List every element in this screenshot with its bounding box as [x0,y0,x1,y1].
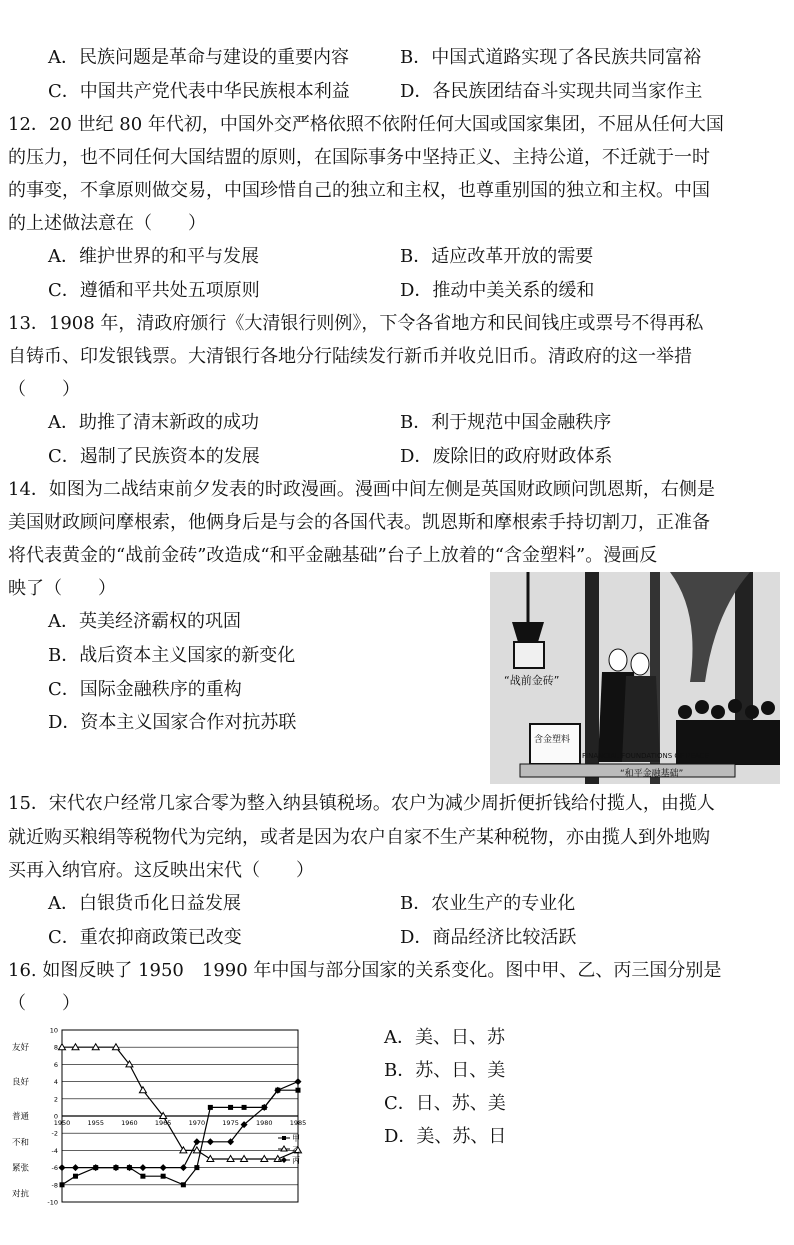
y-tick-label: 0 [53,1112,58,1121]
data-point [228,1105,233,1110]
cartoon-label-base: “和平金融基础” [620,769,684,779]
q15-option-d[interactable]: D．商品经济比较活跃 [400,927,577,948]
q14-option-a[interactable]: A．英美经济霸权的巩固 [48,611,241,632]
data-point [72,1164,79,1171]
q16-relations-line-chart [10,1020,310,1220]
data-point [208,1105,213,1110]
legend-label: 甲 [292,1134,300,1143]
data-point [194,1165,199,1170]
series-line-乙 [62,1047,298,1159]
q12-stem-line: 12．20 世纪 80 年代初，中国外交严格依照不依附任何大国或国家集团，不屈从任何大国 [8,114,724,135]
y-category-label: 良好 [12,1077,30,1088]
q14-cartoon-image [490,572,780,784]
y-tick-label: -8 [51,1181,58,1190]
data-point [161,1174,166,1179]
q11-option-a[interactable]: A．民族问题是革命与建设的重要内容 [48,47,349,68]
q15-stem-line: 15．宋代农户经常几家合零为整入纳县镇税场。农户为减少周折便折钱给付揽人，由揽人 [8,793,715,814]
data-point [140,1174,145,1179]
q14-stem-line: 美国财政顾问摩根索，他俩身后是与会的各国代表。凯恩斯和摩根索手持切割刀，正准备 [8,512,710,533]
y-tick-label: -4 [51,1146,58,1155]
data-point [160,1164,167,1171]
data-point [180,1164,187,1171]
q15-stem-line: 就近购买粮绢等税物代为完纳，或者是因为农户自家不生产某种税物，亦由揽人到外地购 [8,827,710,848]
x-tick-label: 1960 [121,1119,138,1127]
data-point [181,1182,186,1187]
x-tick-label: 1970 [188,1119,206,1127]
y-category-label: 对抗 [12,1189,30,1200]
y-tick-label: 2 [53,1095,58,1104]
q12-stem-line: 的事变，不拿原则做交易，中国珍惜自己的独立和主权，也尊重别国的独立和主权。中国 [8,180,710,201]
q14-stem-line: 映了（ ） [8,578,116,599]
legend-marker [281,1157,287,1163]
y-tick-label: 10 [49,1026,58,1035]
q13-option-b[interactable]: B．利于规范中国金融秩序 [400,412,612,433]
q15-option-c[interactable]: C．重农抑商政策已改变 [48,927,242,948]
y-tick-label: -2 [51,1129,58,1138]
q16-option-c[interactable]: C．日、苏、美 [384,1093,506,1114]
series-line-甲 [62,1090,298,1185]
y-tick-label: 4 [53,1078,58,1087]
q13-stem-line: 自铸币、印发银钱票。大清银行各地分行陆续发行新币并收兑旧币。清政府的这一举措 [8,346,692,367]
y-category-label: 紧张 [12,1163,30,1174]
q16-stem-line: 16. 如图反映了 1950 1990 年中国与部分国家的关系变化。图中甲、乙、丙三国分别是 [8,960,722,981]
data-point [207,1138,214,1145]
x-tick-label: 1950 [53,1119,71,1127]
y-tick-label: -6 [51,1164,58,1173]
x-tick-label: 1975 [222,1119,239,1127]
q14-option-b[interactable]: B．战后资本主义国家的新变化 [48,645,296,666]
data-point [139,1164,146,1171]
q14-option-c[interactable]: C．国际金融秩序的重构 [48,679,242,700]
y-category-label: 不和 [12,1137,30,1148]
cartoon-label-brick: “战前金砖” [504,674,560,687]
y-category-label: 友好 [12,1043,30,1054]
q14-stem-line: 将代表黄金的“战前金砖”改造成“和平金融基础”台子上放着的“含金塑料”。漫画反 [8,545,658,566]
q16-stem-line: （ ） [8,993,80,1014]
data-point [139,1087,146,1093]
q13-option-d[interactable]: D．废除旧的政府财政体系 [400,446,613,467]
x-tick-label: 1965 [154,1119,172,1127]
q12-option-a[interactable]: A．维护世界的和平与发展 [48,246,259,267]
q12-option-d[interactable]: D．推动中美关系的缓和 [400,280,595,301]
x-tick-label: 1985 [289,1119,307,1127]
q12-option-c[interactable]: C．遵循和平共处五项原则 [48,280,260,301]
q15-stem-line: 买再入纳官府。这反映出宋代（ ） [8,860,314,881]
data-point [60,1182,65,1187]
q11-option-c[interactable]: C．中国共产党代表中华民族根本利益 [48,81,350,102]
q14-stem-line: 14．如图为二战结束前夕发表的时政漫画。漫画中间左侧是英国财政顾问凯恩斯，右侧是 [8,479,715,500]
legend-marker [282,1136,286,1140]
y-tick-label: 6 [53,1060,58,1069]
data-point [59,1164,66,1171]
data-point [73,1174,78,1179]
q13-stem-line: 13．1908 年，清政府颁行《大清银行则例》，下令各省地方和民间钱庄或票号不得再私 [8,313,704,334]
y-tick-label: 8 [53,1043,58,1052]
q12-option-b[interactable]: B．适应改革开放的需要 [400,246,594,267]
q11-option-d[interactable]: D．各民族团结奋斗实现共同当家作主 [400,81,703,102]
q16-option-a[interactable]: A．美、日、苏 [384,1027,505,1048]
q13-stem-line: （ ） [8,379,80,400]
legend-label: 乙 [292,1145,300,1154]
q12-stem-line: 的上述做法意在（ ） [8,213,206,234]
data-point [296,1088,301,1093]
q15-option-a[interactable]: A．白银货币化日益发展 [48,893,241,914]
data-point [242,1105,247,1110]
q14-option-d[interactable]: D．资本主义国家合作对抗苏联 [48,712,297,733]
q11-option-b[interactable]: B．中国式道路实现了各民族共同富裕 [400,47,702,68]
y-tick-label: -10 [47,1198,58,1207]
data-point [193,1138,200,1145]
x-tick-label: 1955 [87,1119,104,1127]
q13-option-a[interactable]: A．助推了清末新政的成功 [48,412,259,433]
legend-label: 丙 [292,1156,300,1165]
q13-option-c[interactable]: C．遏制了民族资本的发展 [48,446,260,467]
q16-option-d[interactable]: D．美、苏、日 [384,1126,507,1147]
y-category-label: 普通 [12,1112,30,1122]
cartoon-label-en: FINANCIAL FOUNDATIONS OF PEACE [582,752,709,760]
q12-stem-line: 的压力，也不同任何大国结盟的原则，在国际事务中坚持正义、主持公道，不迁就于一时 [8,147,710,168]
q16-option-b[interactable]: B．苏、日、美 [384,1060,506,1081]
cartoon-label-box: 含金塑料 [534,735,571,745]
q15-option-b[interactable]: B．农业生产的专业化 [400,893,576,914]
x-tick-label: 1980 [256,1119,273,1127]
data-point [295,1078,302,1085]
